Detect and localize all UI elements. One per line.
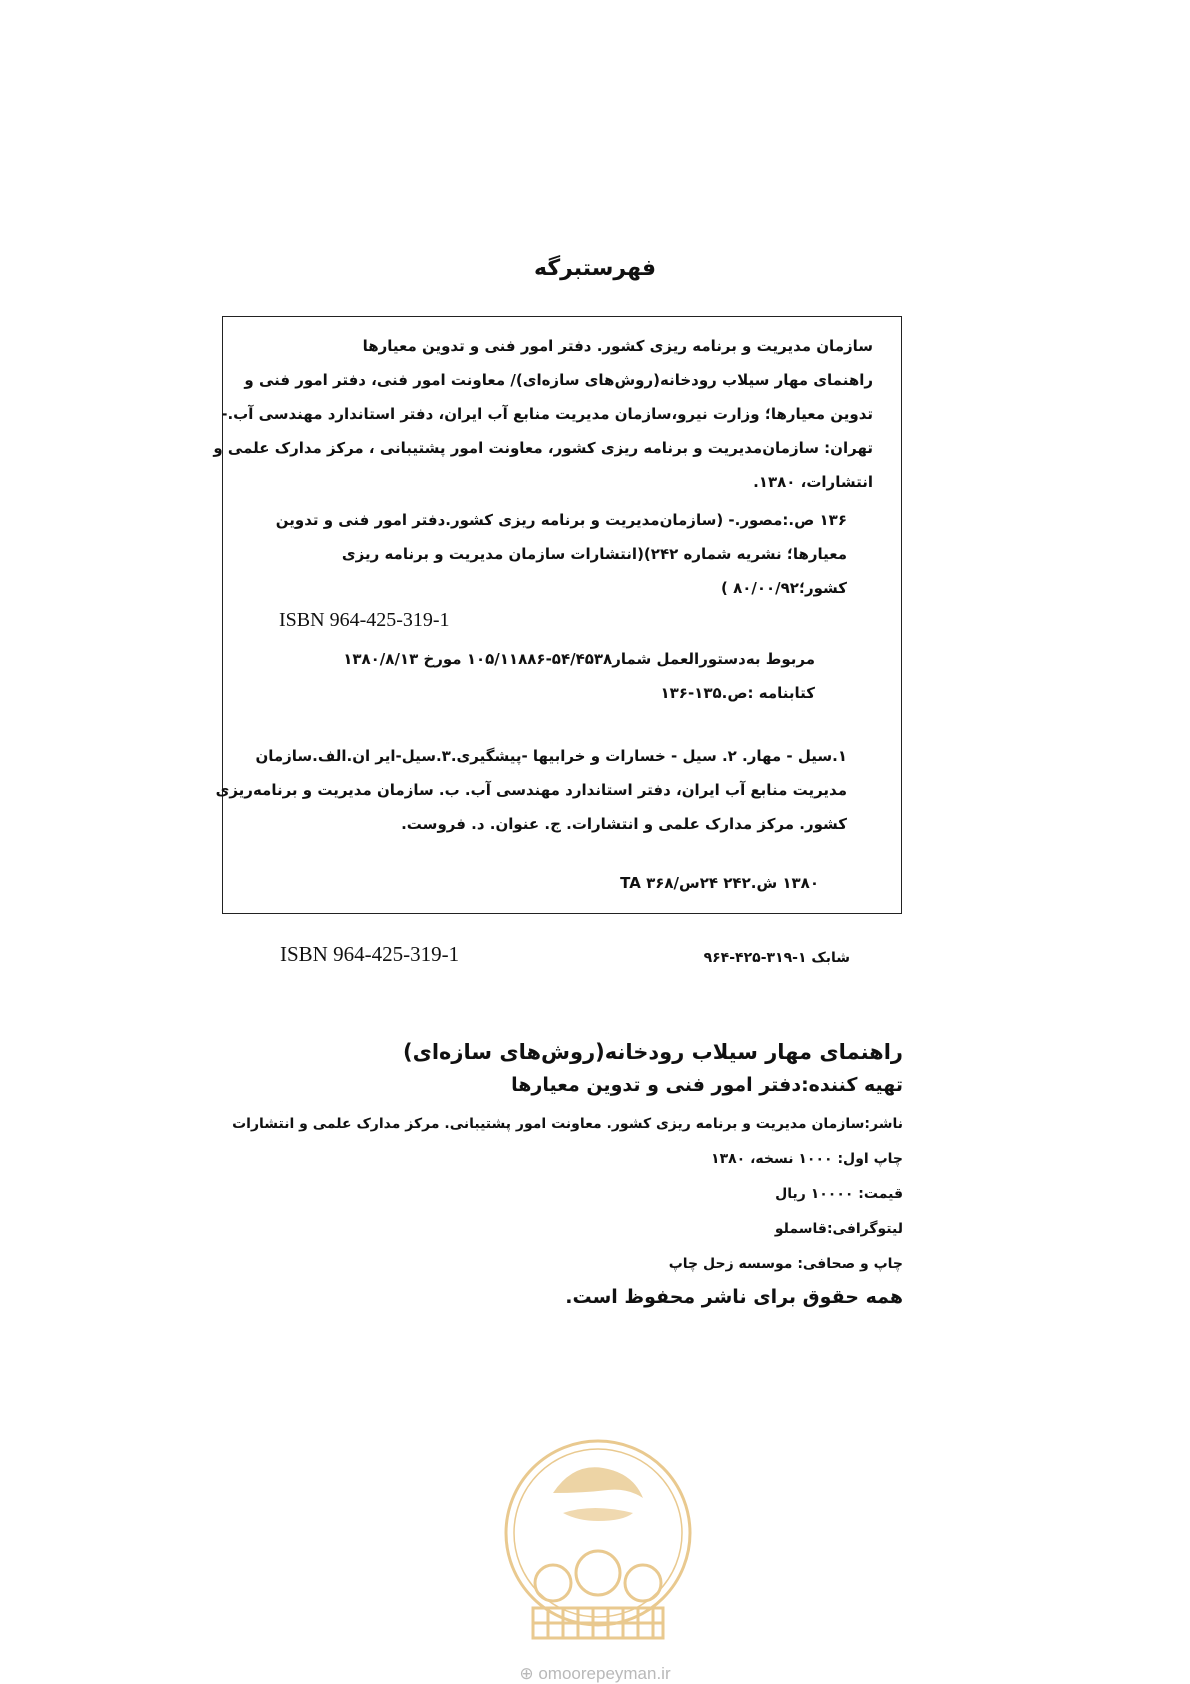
- publisher-logo: [493, 1433, 703, 1663]
- isbn-label: ISBN 964-425-319-1: [280, 942, 460, 966]
- catalog-line: کتابنامه :ص.۱۳۵-۱۳۶: [660, 684, 815, 702]
- globe-icon: ⊕: [519, 1664, 534, 1683]
- catalog-line: تدوین معیارها؛ وزارت نیرو،سازمان مدیریت منابع آب ایران، دفتر استاندارد مهندسی آب.-: [221, 405, 873, 423]
- rights-notice: همه حقوق برای ناشر محفوظ است.: [565, 1286, 903, 1308]
- catalog-line: معیارها؛ نشریه شماره ۲۴۲)(انتشارات سازمان مدیریت و برنامه ریزی: [341, 545, 847, 563]
- catalog-line: راهنمای مهار سیلاب رودخانه(روش‌های سازه‌ای)/ معاونت امور فنی، دفتر امور فنی و: [244, 371, 873, 389]
- prepared-by: تهیه کننده:دفتر امور فنی و تدوین معیارها: [511, 1074, 903, 1096]
- catalog-line: سازمان مدیریت و برنامه ریزی کشور. دفتر امور فنی و تدوین معیارها: [362, 337, 873, 355]
- catalog-line: ۱.سیل - مهار. ۲. سیل - خسارات و خرابیها -پیشگیری.۳.سیل-ایر ان.الف.سازمان: [255, 747, 847, 765]
- lithography: لیتوگرافی:قاسملو: [774, 1221, 903, 1237]
- page-title: فهرستبرگه: [533, 256, 657, 281]
- book-title: راهنمای مهار سیلاب رودخانه(روش‌های سازه‌ای): [402, 1040, 903, 1064]
- catalog-line: کشور. مرکز مدارک علمی و انتشارات. ج. عنوان. د. فروست.: [401, 815, 847, 833]
- catalog-line: انتشارات، ۱۳۸۰.: [753, 473, 873, 491]
- site-url: omoorepeyman.ir: [538, 1664, 671, 1683]
- catalog-isbn: ISBN 964-425-319-1: [279, 609, 450, 631]
- publisher: ناشر:سازمان مدیریت و برنامه ریزی کشور. معاونت امور پشتیبانی. مرکز مدارک علمی و انتشارات: [232, 1116, 903, 1132]
- first-edition: چاپ اول: ۱۰۰۰ نسخه، ۱۳۸۰: [711, 1151, 903, 1167]
- catalog-line: مربوط به‌دستورالعمل شمار۵۴/۴۵۳۸-۱۰۵/۱۱۸۸۶ مورخ ۱۳۸۰/۸/۱۳: [343, 650, 815, 668]
- catalog-card: [213, 316, 902, 914]
- price: قیمت: ۱۰۰۰۰ ریال: [775, 1186, 903, 1202]
- shabak-label: شابک ۱-۳۱۹-۴۲۵-۹۶۴: [703, 950, 850, 966]
- catalog-line: مدیریت منابع آب ایران، دفتر استاندارد مهندسی آب. ب. سازمان مدیریت و برنامه‌ریزی: [215, 781, 847, 799]
- catalog-classification: ۱۳۸۰ ش.۲۴۲ ۲۴س/۳۶۸ TA: [620, 874, 819, 892]
- catalog-line: تهران: سازمان‌مدیریت و برنامه ریزی کشور، معاونت امور پشتیبانی ، مرکز مدارک علمی و: [213, 439, 873, 457]
- site-watermark: [0, 1664, 1190, 1684]
- catalog-line: ۱۳۶ ص.:مصور.- (سازمان‌مدیریت و برنامه ریزی کشور.دفتر امور فنی و تدوین: [275, 511, 847, 529]
- printing: چاپ و صحافی: موسسه زحل چاپ: [668, 1256, 903, 1272]
- catalog-line: کشور؛۸۰/۰۰/۹۲ ): [721, 579, 847, 597]
- colophon: [163, 1040, 903, 1310]
